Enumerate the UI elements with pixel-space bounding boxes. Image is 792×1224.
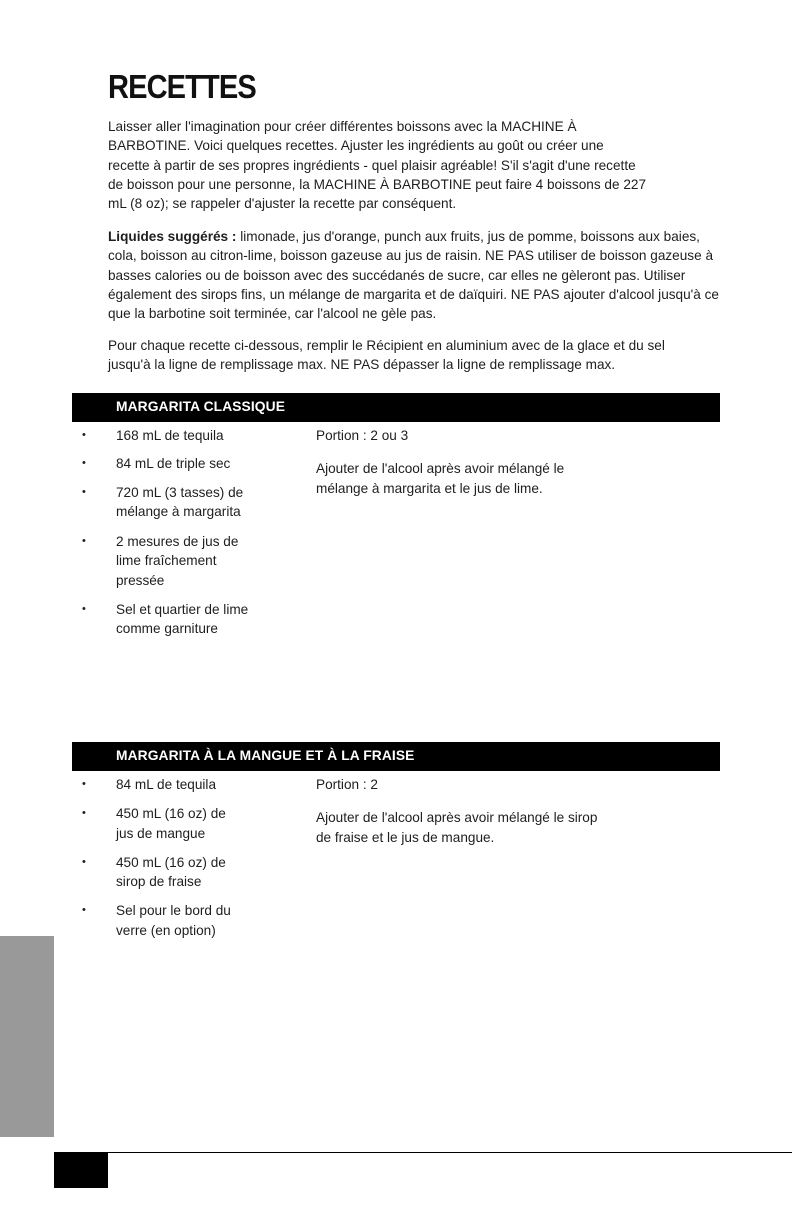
- bullet: •: [82, 778, 86, 790]
- list-item: • 84 mL de triple sec: [72, 454, 302, 473]
- bullet: •: [82, 904, 86, 917]
- list-item: • 720 mL (3 tasses) de mélange à margarita: [82, 484, 244, 519]
- list-item: • Sel pour le bord du verre (en option): [82, 903, 231, 938]
- recipe-title: MARGARITA À LA MANGUE ET À LA FRAISE: [116, 748, 415, 763]
- list-item: • Sel et quartier de lime comme garniture: [82, 602, 249, 637]
- bullet: •: [82, 855, 86, 868]
- footer-divider: [54, 1152, 792, 1153]
- bullet: •: [82, 485, 86, 498]
- bullet: •: [82, 457, 86, 470]
- suggested-liquids-label: Liquides suggérés :: [108, 229, 237, 244]
- recipe-note: Ajouter de l'alcool après avoir mélangé le sirop de fraise et le jus de mangue.: [316, 810, 598, 845]
- instructions-paragraph: Pour chaque recette ci-dessous, remplir le Récipient en aluminium avec de la glace et du sel jusqu'à la ligne de remplissage max. NE PAS dépasser la ligne de remplissage max.: [108, 338, 665, 373]
- bullet: •: [82, 603, 86, 616]
- recipe-details-margarita-classique: [316, 426, 616, 498]
- recipe-note: Ajouter de l'alcool après avoir mélangé le mélange à margarita et le jus de lime.: [316, 461, 565, 496]
- suggested-liquids-text: limonade, jus d'orange, punch aux fruits, jus de pomme, boissons aux baies, cola, boisson au citron-lime, boisson gazeuse au jus de raisin. NE PAS utiliser de boisson gazeuse à basses calories ou de boisson avec des succédanés de sucre, car elles ne gèleront pas. Utiliser également des sirops fins, un mélange de margarita et de daïquiri. NE PAS ajouter d'alcool jusqu'à ce que la barbotine soit terminée, car l'alcool ne gèle pas.: [108, 229, 719, 322]
- list-item: • 84 mL de tequila: [72, 775, 302, 794]
- recipe-header-mangue-fraise: [72, 742, 720, 771]
- section-side-tab: [0, 936, 54, 1137]
- intro-paragraph: Laisser aller l'imagination pour créer différentes boissons avec la MACHINE À BARBOTINE. Voici quelques recettes. Ajuster les ingrédients au goût ou créer une recette à partir de ses propres ingrédients - quel plaisir agréable! S'il s'agit d'une recette de boisson pour une personne, la MACHINE À BARBOTINE peut faire 4 boissons de 227 mL (8 oz); se rappeler d'ajuster la recette par conséquent.: [108, 119, 647, 212]
- bullet: •: [82, 535, 86, 548]
- list-item: • 2 mesures de jus de lime fraîchement pressée: [82, 534, 239, 588]
- recipe-details-mangue-fraise: [316, 775, 616, 847]
- bullet: •: [82, 429, 86, 441]
- recipe-title: MARGARITA CLASSIQUE: [116, 399, 285, 414]
- ingredient-list-margarita-classique: [72, 426, 302, 639]
- portion-text: Portion : 2: [316, 777, 378, 792]
- page-title: RECETTES: [108, 68, 256, 105]
- list-item: • 450 mL (16 oz) de sirop de fraise: [82, 854, 226, 890]
- list-item: • 168 mL de tequila: [72, 426, 302, 445]
- ingredient-list-mangue-fraise: [72, 775, 302, 940]
- portion-text: Portion : 2 ou 3: [316, 428, 409, 443]
- list-item: • 450 mL (16 oz) de jus de mangue: [82, 806, 226, 841]
- bullet: •: [82, 807, 86, 820]
- footer-page-block: [54, 1152, 108, 1188]
- suggested-liquids-paragraph: [108, 227, 728, 323]
- recipe-header-margarita-classique: [72, 393, 720, 422]
